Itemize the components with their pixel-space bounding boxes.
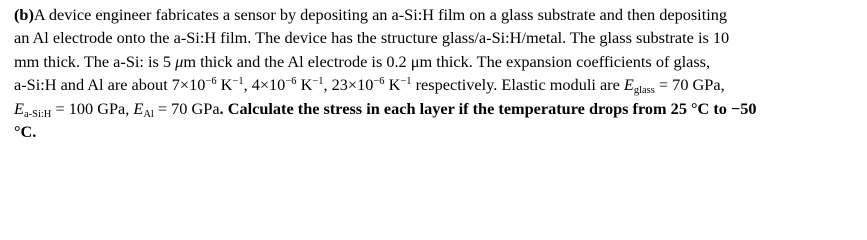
e-al-subscript: Al bbox=[143, 108, 154, 120]
exponent: −6 bbox=[373, 76, 385, 88]
e-glass-subscript: glass bbox=[633, 85, 655, 97]
e-asih-subscript: a-Si:H bbox=[23, 108, 52, 120]
problem-text bbox=[14, 3, 859, 143]
mu-symbol: μ bbox=[175, 51, 184, 71]
e-asih-value: = 100 GPa, bbox=[51, 98, 134, 118]
e-glass-value: = 70 GPa, bbox=[654, 75, 725, 95]
alpha-al-value: , 23×10 bbox=[323, 75, 374, 95]
exponent: −6 bbox=[205, 76, 217, 88]
problem-line-1 bbox=[14, 3, 859, 26]
alpha-asih-value: , 4×10 bbox=[243, 75, 286, 95]
problem-line-4 bbox=[14, 73, 859, 96]
e-al-value: = 70 GPa bbox=[153, 98, 220, 118]
problem-line-2 bbox=[14, 26, 859, 49]
e-glass-symbol: E bbox=[623, 75, 634, 95]
unit-kelvin: K bbox=[216, 75, 233, 95]
problem-label: (b) bbox=[14, 5, 34, 24]
problem-line-6 bbox=[14, 120, 859, 143]
line-2-text: an Al electrode onto the a-Si:H film. The device has the structure glass/a-Si:H/metal. The glass substrate is 10 bbox=[14, 28, 730, 48]
line-3-text-b: m thick and the Al electrode is 0.2 μm thick. The expansion coefficients of glass, bbox=[183, 51, 711, 71]
exponent: −1 bbox=[312, 76, 324, 88]
problem-line-3 bbox=[14, 50, 859, 73]
problem-line-5 bbox=[14, 97, 859, 120]
line-1-text: A device engineer fabricates a sensor by depositing an a-Si:H film on a glass substrate and then depositing bbox=[33, 5, 728, 24]
exponent: −1 bbox=[400, 76, 412, 88]
exponent: −6 bbox=[285, 76, 297, 88]
line-4-text: respectively. Elastic moduli are bbox=[411, 75, 624, 95]
e-al-symbol: E bbox=[133, 98, 144, 118]
exponent: −1 bbox=[232, 76, 244, 88]
alpha-glass-value: a-Si:H and Al are about 7×10 bbox=[14, 75, 206, 95]
unit-kelvin: K bbox=[384, 75, 401, 95]
line-5-text: . Calculate the stress in each layer if the temperature drops from 25 °C to −50 bbox=[219, 98, 757, 118]
e-asih-symbol: E bbox=[14, 98, 24, 118]
line-3-text-a: mm thick. The a-Si: is 5 bbox=[14, 51, 176, 71]
unit-kelvin: K bbox=[296, 75, 313, 95]
line-6-text: °C. bbox=[14, 121, 37, 141]
